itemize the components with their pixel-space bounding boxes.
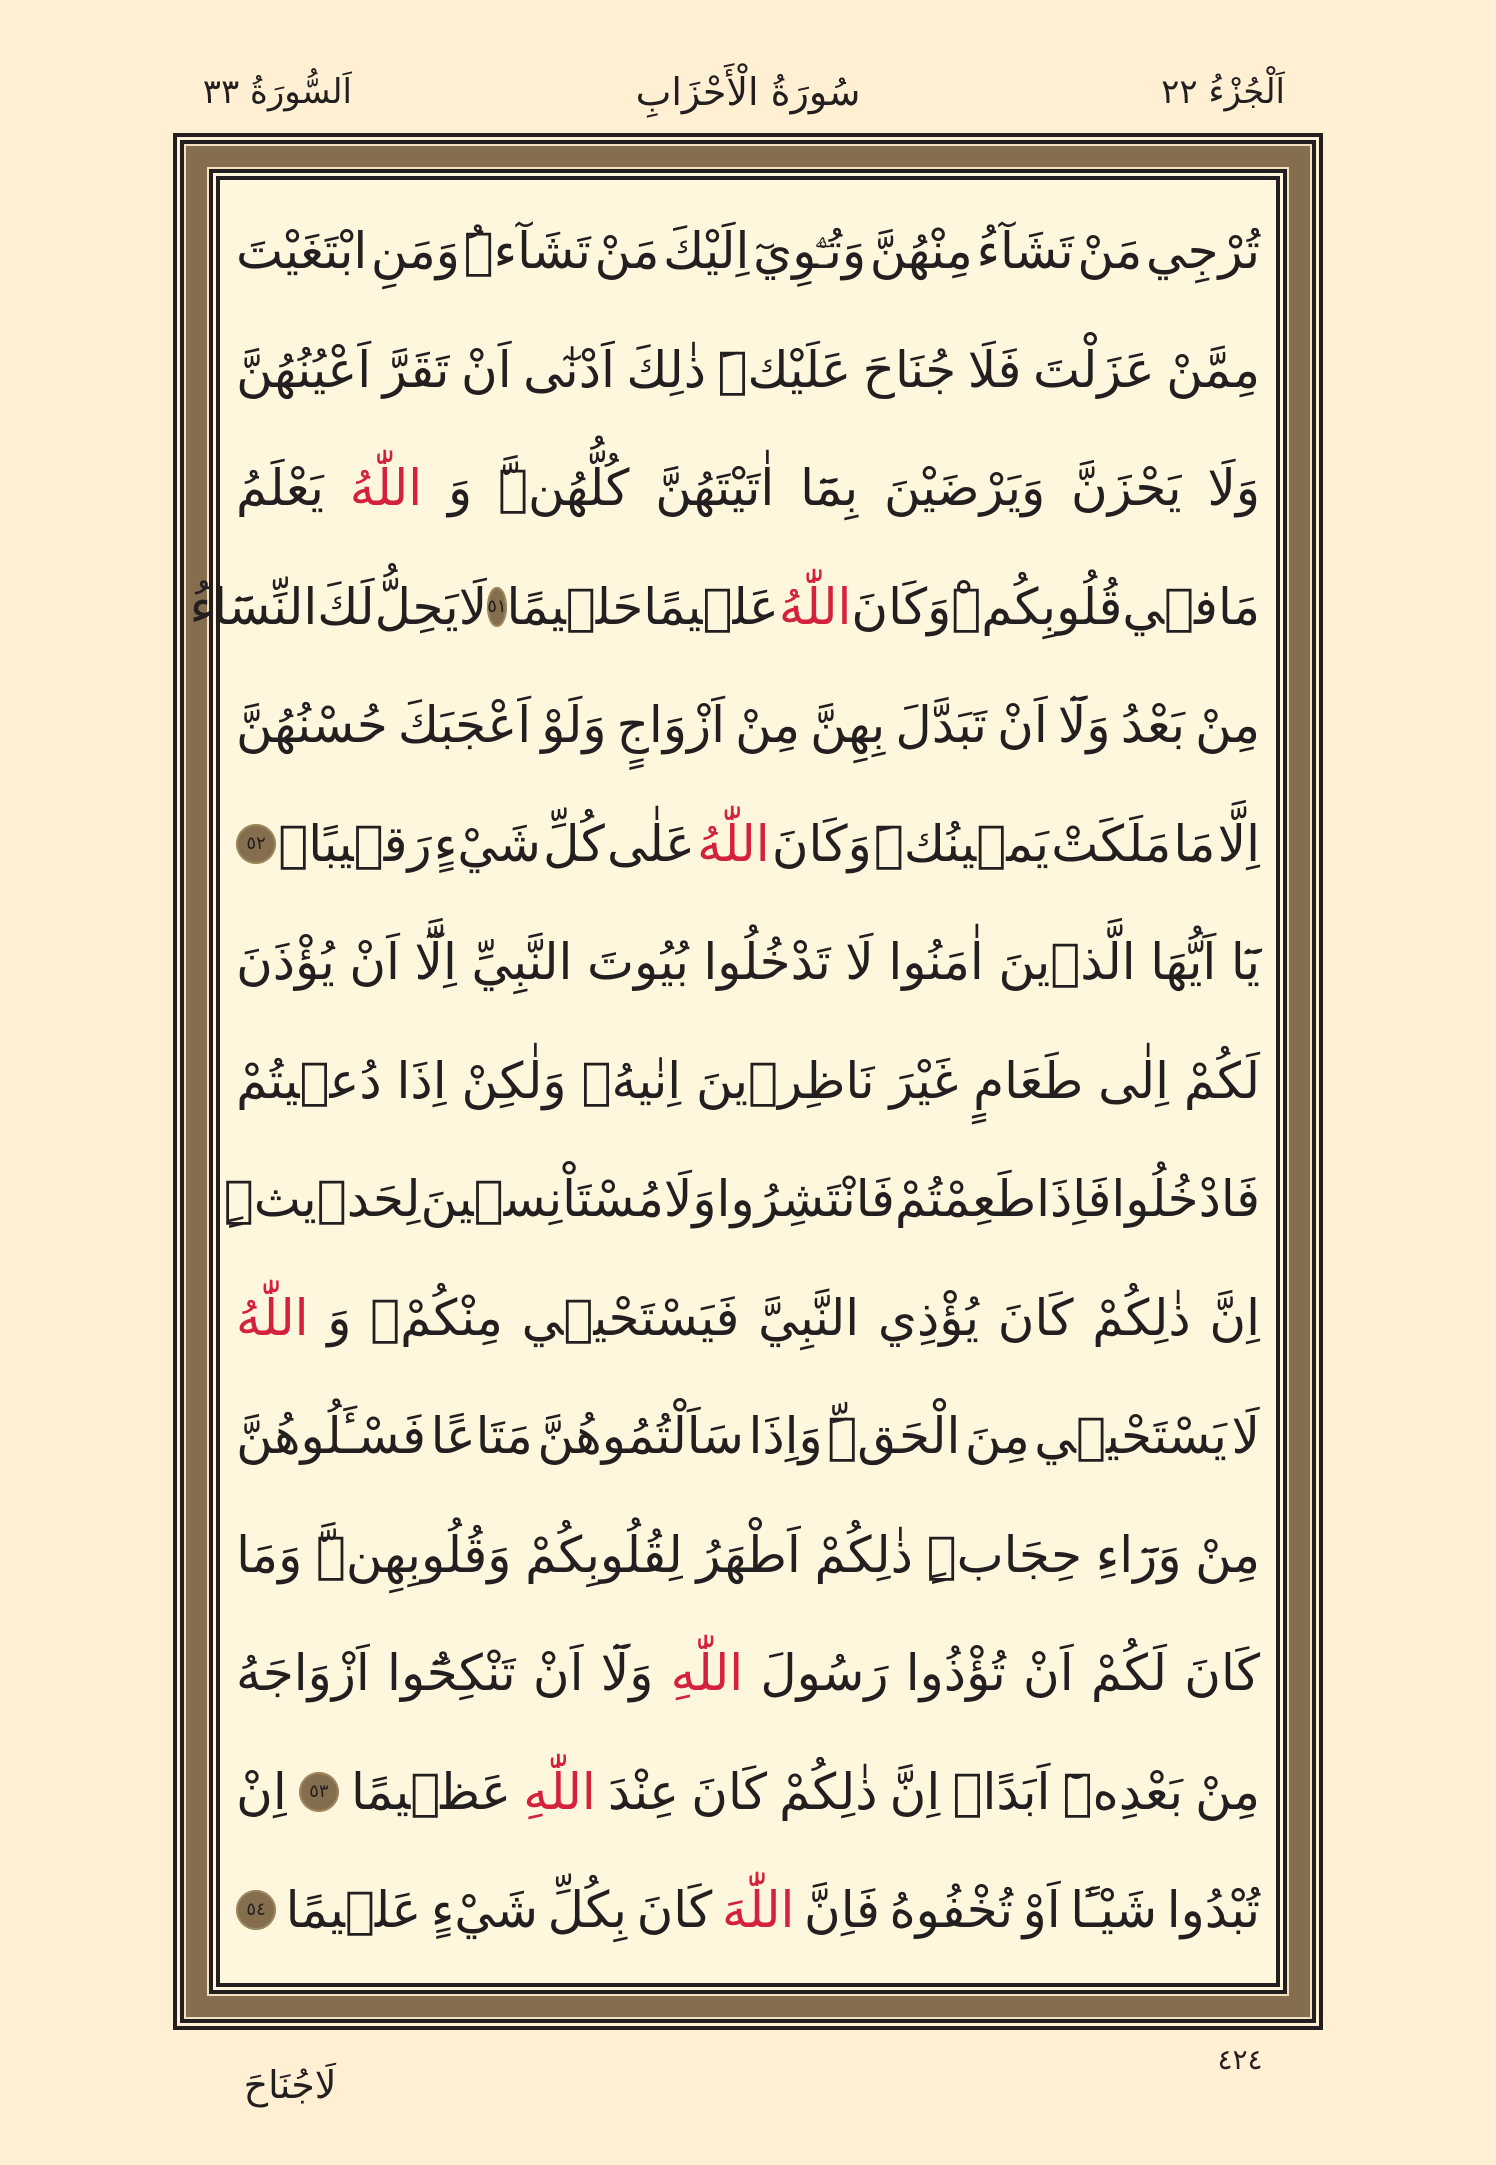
word: عَلٖيمًا xyxy=(643,577,779,636)
word: اَعْجَبَكَ xyxy=(397,696,532,754)
word: فَلَا xyxy=(967,340,1022,399)
word: اٰتَيْتَهُنَّ xyxy=(655,459,775,517)
word: اِنْ xyxy=(236,1762,287,1821)
word: عِنْدَ xyxy=(607,1762,680,1821)
word: ذٰلِكُمْ xyxy=(779,1762,878,1821)
word: اَبَدًاۜ xyxy=(952,1762,1051,1821)
word: تُؤْذُوا xyxy=(905,1644,1006,1702)
word: اِلَّا xyxy=(1217,814,1260,873)
word: وَلَٓا xyxy=(600,1644,654,1702)
word: يَسْتَحْيٖي xyxy=(1034,1407,1227,1465)
word: تَشَآءُۜ xyxy=(463,222,591,280)
word: لِقُلُوبِكُمْ xyxy=(525,1525,683,1584)
word: مَا xyxy=(1173,814,1216,873)
word: قُلُوبِكُمْۜ xyxy=(951,577,1123,636)
text-line xyxy=(236,311,1260,430)
word: وَلٰكِنْ xyxy=(461,1051,567,1110)
word: حَلٖيمًا xyxy=(506,577,644,636)
word: وَلَٓا xyxy=(1057,696,1111,754)
word: وَكَانَ xyxy=(851,577,952,636)
word: فَاِنَّ xyxy=(804,1881,880,1939)
word: الَّذٖينَ xyxy=(998,933,1136,991)
word: اَنْ xyxy=(1023,1644,1074,1702)
word: اَنْ xyxy=(532,1644,584,1702)
word: تُرْجِي xyxy=(1145,222,1260,280)
text-line xyxy=(223,1140,1260,1259)
divine-name-word: اللّٰهُ xyxy=(236,1288,309,1347)
word: تُخْفُوهُ xyxy=(889,1881,1013,1939)
word: عَلٰى xyxy=(606,814,695,873)
word: رَقٖيبًا۟ xyxy=(278,814,432,873)
word: كَانَ xyxy=(636,1881,713,1939)
word: وَرَٓاءِ xyxy=(1095,1525,1182,1584)
word: عَزَلْتَ xyxy=(1032,340,1155,399)
word: طَعِمْتُمْ xyxy=(894,1170,1037,1228)
word: اٰمَنُوا xyxy=(888,933,984,991)
word: اِنَّ xyxy=(889,1762,941,1821)
quran-text-area xyxy=(189,192,1260,1972)
word: فٖي xyxy=(1122,577,1218,636)
divine-name-word: اللّٰهُ xyxy=(778,577,852,636)
juz-label: اَلْجُزْءُ ٢٢ xyxy=(1161,72,1285,112)
word: بَعْدُ xyxy=(1120,696,1185,754)
word: مِنْ xyxy=(1195,1525,1260,1584)
word: عَلٖيمًا xyxy=(285,1881,422,1939)
word: لَكَ xyxy=(317,577,375,636)
word: حِجَابٍۜ xyxy=(926,1525,1083,1584)
word: كُلِّ xyxy=(543,814,605,873)
word: دُعٖيتُمْ xyxy=(236,1051,382,1110)
word: ذٰلِكُمْ xyxy=(1092,1288,1191,1347)
word: وَمَنِ xyxy=(370,222,460,280)
word: بُيُوتَ xyxy=(586,933,689,991)
word: مِنْكُمْۘ xyxy=(370,1288,503,1347)
text-line xyxy=(236,1733,1260,1852)
word: مُسْتَاْنِسٖينَ xyxy=(420,1170,664,1228)
word: يُؤْذَنَ xyxy=(236,933,335,991)
divine-name-word: اللّٰهُ xyxy=(349,459,423,517)
word: وَتُـْۧوِيٓ xyxy=(753,222,867,280)
word: اِلٰى xyxy=(1098,1051,1169,1110)
word: اَدْنٰٓى xyxy=(523,340,615,399)
word: فَاِذَا xyxy=(1036,1170,1112,1228)
word: اَوْ xyxy=(1022,1881,1061,1939)
word: اَنْ xyxy=(460,340,512,399)
word: النِّسَٓاءُ xyxy=(189,577,318,636)
word: تَشَآءُ xyxy=(976,222,1074,280)
word: وَقُلُوبِهِنَّۜ xyxy=(315,1525,512,1584)
word: وَكَانَ xyxy=(771,814,872,873)
word: فَادْخُلُوا xyxy=(1111,1170,1260,1228)
word: شَيْءٍ xyxy=(430,1881,538,1939)
word: مَلَكَتْ xyxy=(1051,814,1172,873)
word: مَنْ xyxy=(594,222,660,280)
word: مِنْ xyxy=(735,696,801,754)
divine-name-word: اللّٰهِ xyxy=(670,1644,744,1702)
word: مِنْ xyxy=(1195,696,1260,754)
word: اِلَّٓا xyxy=(414,933,457,991)
word: ابْتَغَيْتَ xyxy=(236,222,368,280)
word: اِنَّ xyxy=(1209,1288,1260,1347)
ayah-number-marker: ٥١ xyxy=(487,587,506,627)
word: تُبْدُوا xyxy=(1166,1881,1260,1939)
word: غَيْرَ xyxy=(889,1051,959,1110)
word: كَانَ xyxy=(1184,1644,1260,1702)
word: وَمَا xyxy=(236,1525,303,1584)
word: تَبَدَّلَ xyxy=(895,696,987,754)
word: اَزْوَاجٍ xyxy=(616,696,726,754)
text-line xyxy=(236,1259,1260,1378)
word: اَطْهَرُ xyxy=(696,1525,801,1584)
word: لَكُمْ xyxy=(1090,1644,1168,1702)
word: وَ xyxy=(327,1288,352,1347)
text-line xyxy=(236,903,1260,1022)
word: يَمٖينُكَۜ xyxy=(873,814,1050,873)
word: بَعْدِهٖٓ xyxy=(1062,1762,1184,1821)
word: فَيَسْتَحْيٖي xyxy=(521,1288,740,1347)
word: يَحْزَنَّ xyxy=(1071,459,1182,517)
text-line xyxy=(236,192,1260,311)
word: وَلَوْ xyxy=(541,696,607,754)
word: اِلَيْكَ xyxy=(663,222,750,280)
word: مِنَ xyxy=(964,1407,1030,1465)
text-line xyxy=(236,1851,1260,1970)
surah-title: سُورَةُ الْأَحْزَابِ xyxy=(635,70,861,114)
text-line xyxy=(236,666,1260,785)
word: يَعْلَمُ xyxy=(236,459,324,517)
word: فَسْـَٔلُوهُنَّ xyxy=(236,1407,427,1465)
word: وَ xyxy=(447,459,473,517)
word: وَلَا xyxy=(663,1170,717,1228)
word: الْحَقِّۜ xyxy=(827,1407,961,1465)
word: عَلَيْكَۜ xyxy=(717,340,852,399)
word: النَّبِيَّ xyxy=(758,1288,860,1347)
word: اَنْ xyxy=(997,696,1048,754)
text-line xyxy=(236,1496,1260,1615)
word: اَنْ xyxy=(349,933,400,991)
text-line xyxy=(189,548,1260,667)
word: اَعْيُنُهُنَّ xyxy=(236,340,372,399)
word: تَقَرَّ xyxy=(382,340,450,399)
word: اَيُّهَا xyxy=(1150,933,1217,991)
word: بِمَٓا xyxy=(800,459,859,517)
word: مِمَّنْ xyxy=(1166,340,1260,399)
word: مِنْهُنَّ xyxy=(869,222,973,280)
word: لَكُمْ xyxy=(1183,1051,1260,1110)
word: وَاِذَا xyxy=(748,1407,823,1465)
text-line xyxy=(236,785,1260,904)
word: شَيْءٍ xyxy=(433,814,541,873)
word: مِنْ xyxy=(1195,1762,1260,1821)
word: وَيَرْضَيْنَ xyxy=(883,459,1046,517)
word: تَدْخُلُوا xyxy=(703,933,831,991)
word: يَحِلُّ xyxy=(374,577,459,636)
catchword: لَاجُنَاحَ xyxy=(243,2063,337,2107)
word: النَّبِيِّ xyxy=(471,933,573,991)
ayah-number-marker: ٥٢ xyxy=(236,824,276,864)
divine-name-word: اللّٰهِ xyxy=(523,1762,596,1821)
text-line xyxy=(236,1377,1260,1496)
word: نَاظِرٖينَ xyxy=(696,1051,875,1110)
surah-number-label: اَلسُّورَةُ ٣٣ xyxy=(202,72,352,112)
text-line xyxy=(236,1022,1260,1141)
word: بِكُلِّ xyxy=(547,1881,627,1939)
word: كَانَ xyxy=(691,1762,767,1821)
word: يَٓا xyxy=(1230,933,1260,991)
word: وَلَا xyxy=(1207,459,1260,517)
word: فَانْتَشِرُوا xyxy=(716,1170,895,1228)
word: جُنَاحَ xyxy=(862,340,957,399)
divine-name-word: اللّٰهُ xyxy=(697,814,770,873)
word: لِحَدٖيثٍۜ xyxy=(223,1170,421,1228)
word: كُلُّهُنَّۜ xyxy=(497,459,630,517)
word: سَاَلْتُمُوهُنَّ xyxy=(537,1407,744,1465)
word: شَيْـًٔا xyxy=(1070,1881,1158,1939)
word: ذٰلِكَ xyxy=(626,340,707,399)
word: مَنْ xyxy=(1077,222,1143,280)
word: ذٰلِكُمْ xyxy=(814,1525,913,1584)
word: اِذَا xyxy=(396,1051,447,1110)
word: طَعَامٍ xyxy=(973,1051,1084,1110)
word: لَا xyxy=(1231,1407,1260,1465)
word: تَنْكِحُٓوا xyxy=(387,1644,516,1702)
word: يُؤْذِي xyxy=(877,1288,980,1347)
ayah-number-marker: ٥٤ xyxy=(236,1890,276,1930)
word: اَزْوَاجَهُ xyxy=(236,1644,370,1702)
word: عَظٖيمًا xyxy=(351,1762,512,1821)
word: لَا xyxy=(845,933,874,991)
word: مَا xyxy=(1217,577,1260,636)
word: مَتَاعًا xyxy=(430,1407,533,1465)
divine-name-word: اللّٰهَ xyxy=(721,1881,795,1939)
word: كَانَ xyxy=(997,1288,1074,1347)
page-number: ٤٢٤ xyxy=(1217,2043,1263,2076)
word: حُسْنُهُنَّ xyxy=(236,696,388,754)
word: اِنٰيهُۙ xyxy=(581,1051,682,1110)
text-line xyxy=(236,429,1260,548)
ayah-number-marker: ٥٣ xyxy=(299,1772,339,1812)
word: بِهِنَّ xyxy=(810,696,886,754)
word: لَا xyxy=(458,577,488,636)
word: رَسُولَ xyxy=(760,1644,889,1702)
text-line xyxy=(236,1614,1260,1733)
